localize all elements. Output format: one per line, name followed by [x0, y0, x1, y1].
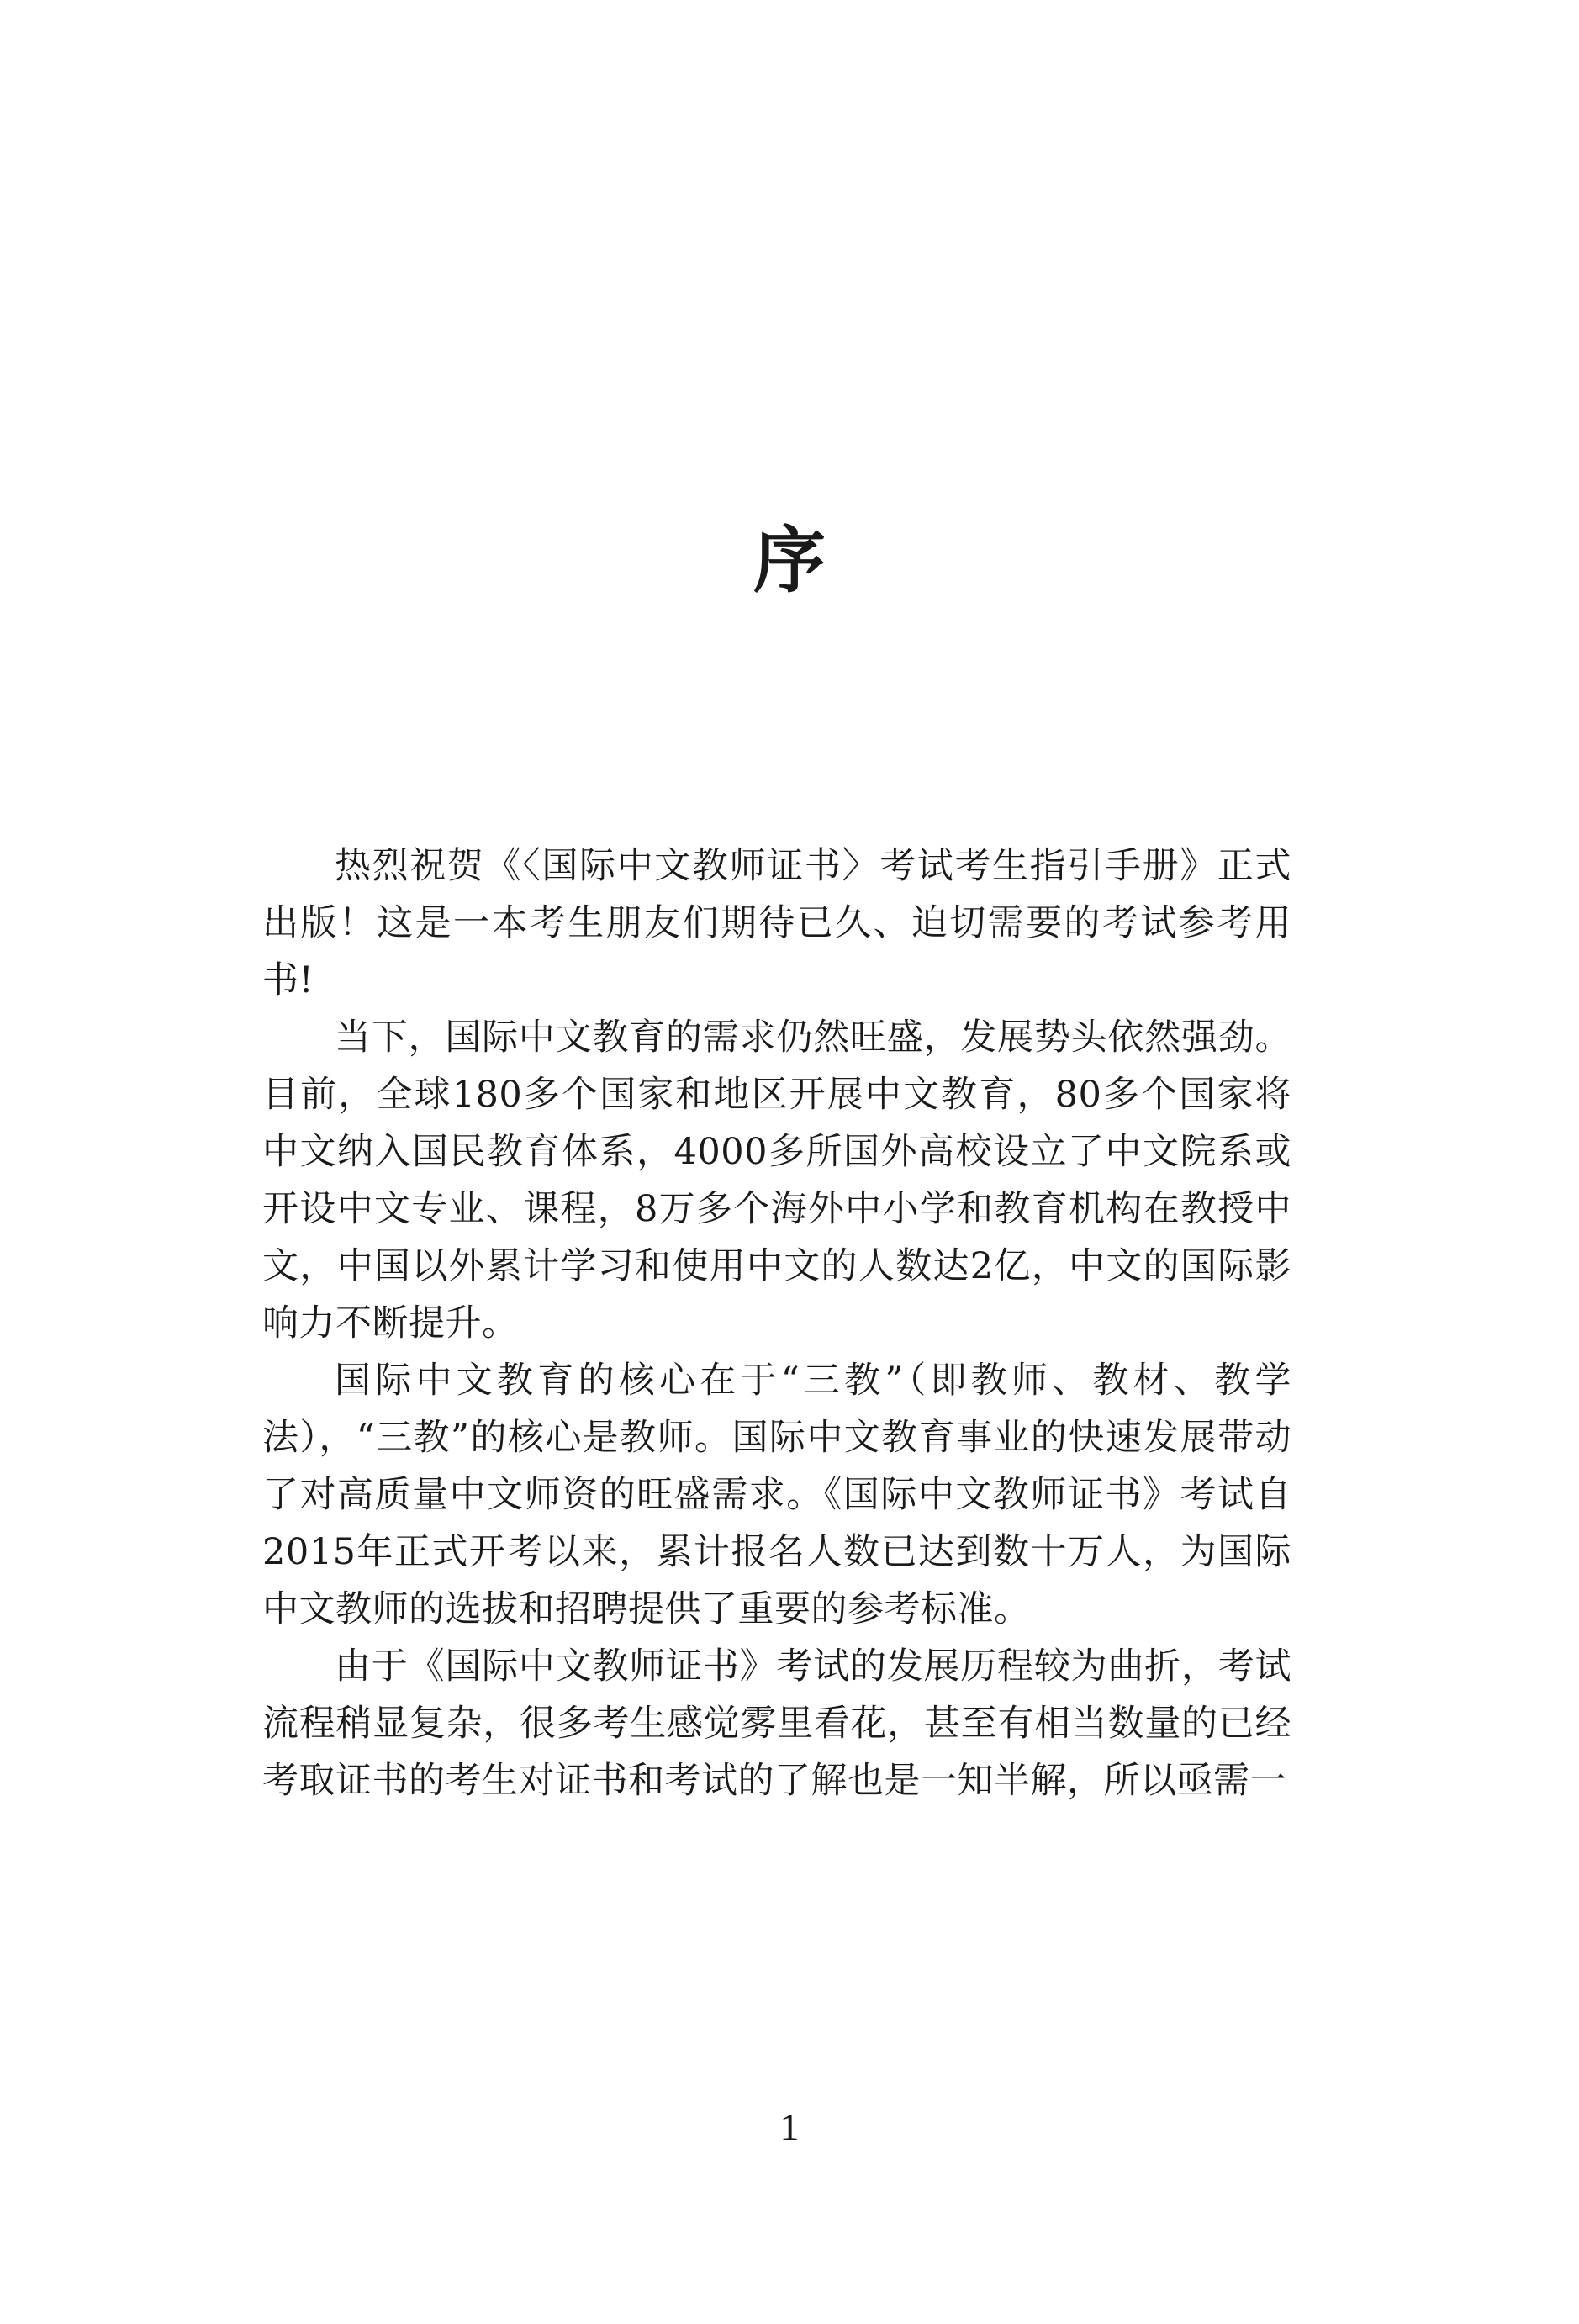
paragraph-3: 国际中文教育的核心在于“三教”（即教师、教材、教学法），“三教”的核心是教师。国际中文教育事业的快速发展带动了对高质量中文师资的旺盛需求。《国际中文教师证书》考试自2015年正式开考以来，累计报名人数已达到数十万人，为国际中文教师的选拔和招聘提供了重要的参考标准。 [262, 1360, 1291, 1630]
page-title: 序 [753, 518, 826, 603]
paragraph-1: 热烈祝贺《〈国际中文教师证书〉考试考生指引手册》正式出版！这是一本考生朋友们期待已久、迫切需要的考试参考用书! [262, 845, 1291, 1001]
paragraph-2: 当下，国际中文教育的需求仍然旺盛，发展势头依然强劲。目前，全球180多个国家和地区开展中文教育，80多个国家将中文纳入国民教育体系，4000多所国外高校设立了中文院系或开设中文专业、课程，8万多个海外中小学和教育机构在教授中文，中国以外累计学习和使用中文的人数达2亿，中文的国际影响力不断提升。 [262, 1017, 1291, 1344]
paragraph-4: 由于《国际中文教师证书》考试的发展历程较为曲折，考试流程稍显复杂，很多考生感觉雾里看花，甚至有相当数量的已经考取证书的考生对证书和考试的了解也是一知半解，所以亟需一 [262, 1645, 1291, 1802]
preface-body [262, 837, 1291, 1809]
page-number: 1 [779, 2105, 800, 2148]
